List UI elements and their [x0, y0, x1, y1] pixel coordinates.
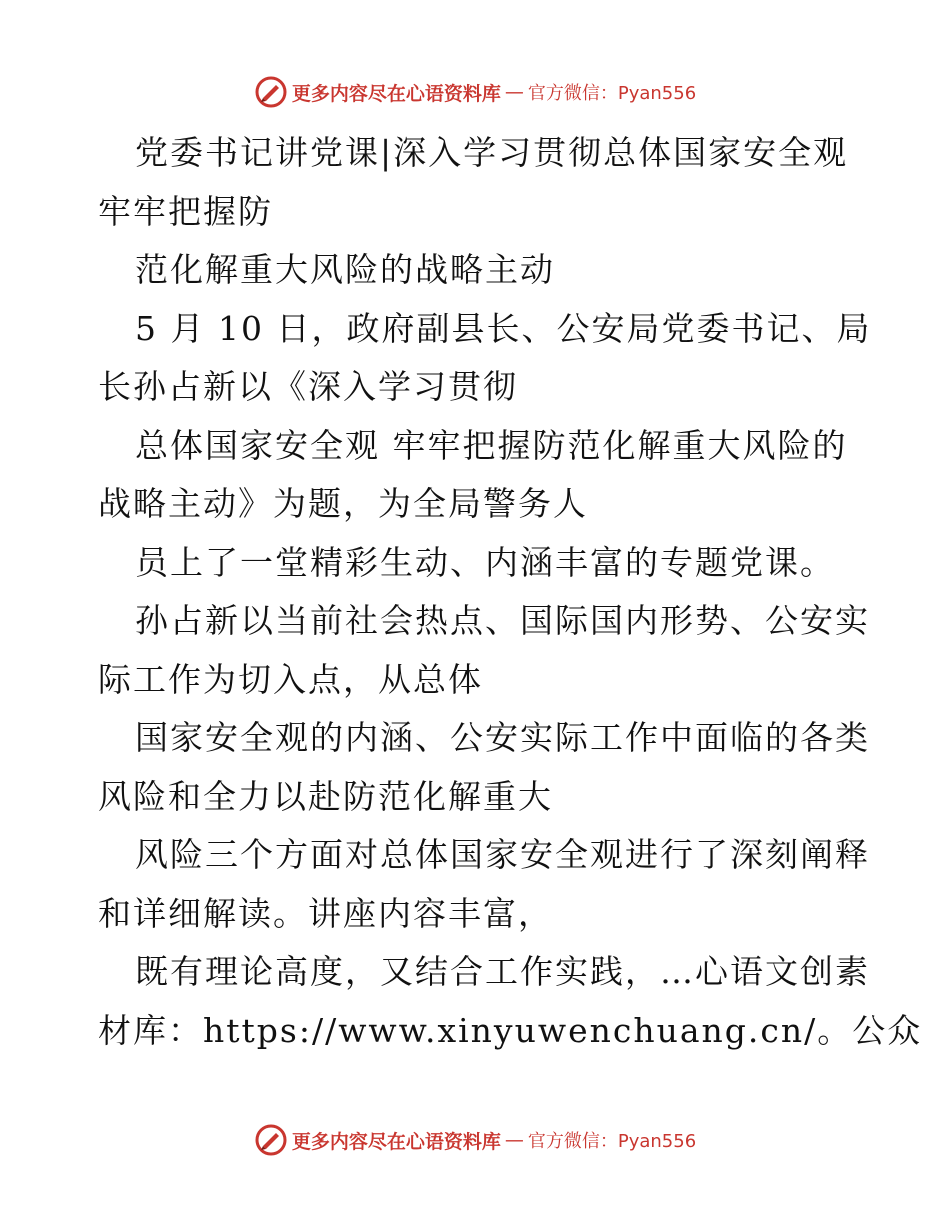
watermark-dash: —	[504, 1129, 524, 1151]
watermark-wechat-text: 官方微信：Pyan556	[527, 83, 697, 104]
text-line: 5 月 10 日，政府副县长、公安局党委书记、局	[135, 308, 872, 348]
pen-logo-icon	[254, 1123, 288, 1157]
text-line: 孙占新以当前社会热点、国际国内形势、公安实	[135, 601, 870, 640]
text-line: 风险和全力以赴防范化解重大	[98, 776, 553, 816]
watermark-main-text: 更多内容尽在心语资料库	[291, 1130, 501, 1153]
text-line: 范化解重大风险的战略主动	[135, 250, 555, 289]
text-line: 员上了一堂精彩生动、内涵丰富的专题党课。	[135, 542, 835, 582]
watermark-wechat-text: 官方微信：Pyan556	[527, 1131, 697, 1152]
footer-watermark	[0, 1120, 950, 1160]
text-line: 牢牢把握防	[98, 191, 273, 231]
text-line: 既有理论高度，又结合工作实践，…心语文创素	[135, 952, 870, 991]
watermark-main-text: 更多内容尽在心语资料库	[291, 82, 501, 105]
text-line: 长孙占新以《深入学习贯彻	[98, 367, 518, 406]
pen-logo-icon	[254, 75, 288, 109]
document-body	[98, 124, 923, 1060]
text-line: 际工作为切入点，从总体	[98, 659, 483, 699]
text-line: 总体国家安全观 牢牢把握防范化解重大风险的	[135, 425, 848, 465]
text-line: 党委书记讲党课|深入学习贯彻总体国家安全观	[135, 133, 849, 172]
header-watermark	[0, 72, 950, 112]
text-line: 风险三个方面对总体国家安全观进行了深刻阐释	[135, 835, 870, 874]
text-line: 战略主动》为题，为全局警务人	[98, 484, 588, 523]
text-line: 和详细解读。讲座内容丰富，	[98, 893, 553, 933]
text-line: 材库：https://www.xinyuwenchuang.cn/。公众	[98, 1010, 923, 1050]
text-line: 国家安全观的内涵、公安实际工作中面临的各类	[135, 718, 870, 757]
watermark-dash: —	[504, 81, 524, 103]
